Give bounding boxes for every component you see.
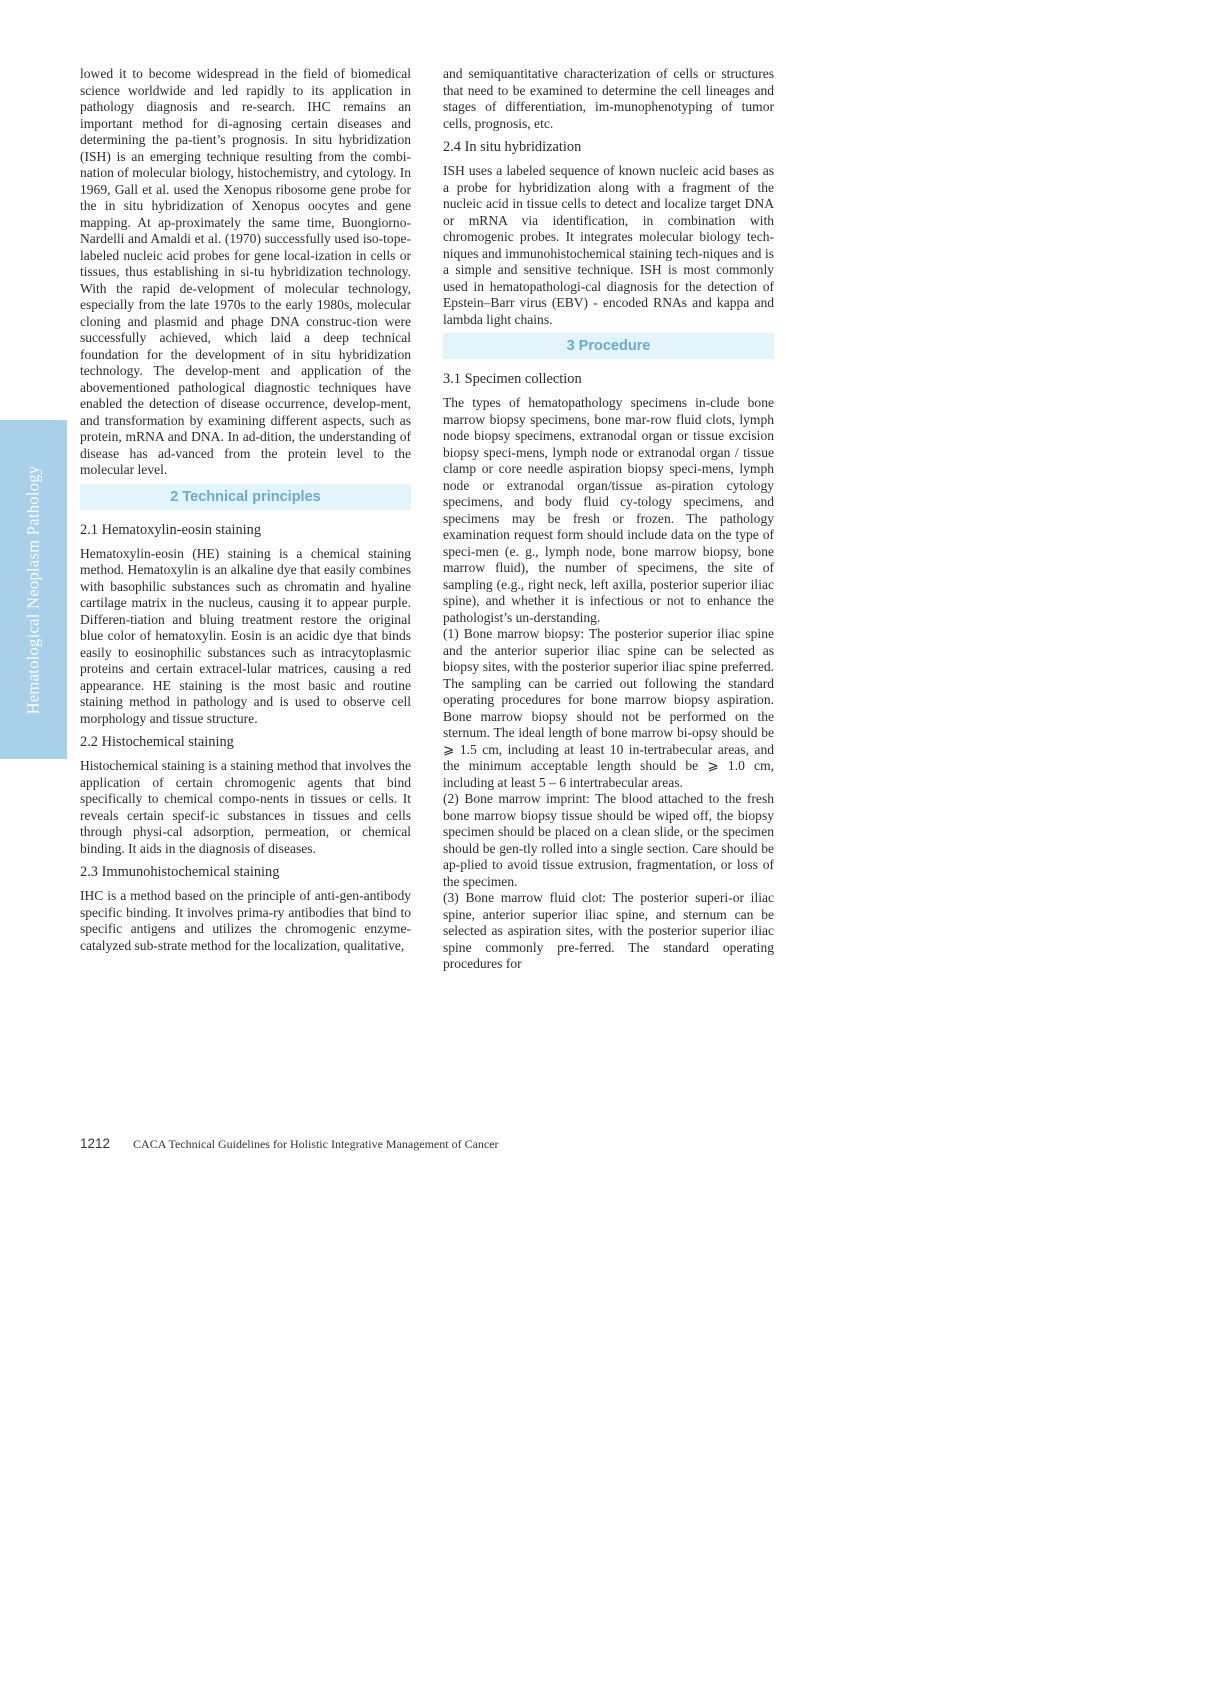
subheading-2-1: 2.1 Hematoxylin-eosin staining <box>80 521 262 538</box>
subheading-2-2: 2.2 Histochemical staining <box>80 734 234 750</box>
journal-title: CACA Technical Guidelines for Holistic Integrative Management of Cancer <box>133 1137 499 1151</box>
page-number: 1212 <box>80 1136 111 1151</box>
paragraph-bone-marrow-clot: (3) Bone marrow fluid clot: The posterior superi-or iliac spine, anterior superior iliac spine, and sternum can be selected as aspiration sites, with the posterior superior iliac spine commonly pre-ferred. The standard operating procedures for <box>443 890 774 971</box>
subheading-3-1: 3.1 Specimen collection <box>443 371 582 387</box>
paragraph-ish: ISH uses a labeled sequence of known nucleic acid bases as a probe for hybridization along with a fragment of the nucleic acid in tissue cells to detect and localize target DNA or mRNA via identification, in combination with chromogenic probes. It integrates molecular biology tech-niques and immunohistochemical staining tech-niques and is a simple and sensitive technique. ISH is most commonly used in hematopathologi-cal diagnosis for the detection of Epstein–Barr virus (EBV) - encoded RNAs and kappa and lambda light chains. <box>443 163 774 327</box>
side-tab <box>0 420 67 759</box>
right-column <box>443 66 774 973</box>
paragraph-he-staining: Hematoxylin-eosin (HE) staining is a chemical staining method. Hematoxylin is an alkaline dye that easily combines with basophilic substances such as chromatin and hyaline cartilage matrix in the nucleus, causing it to appear purple. Differen-tiation and bluing treatment restore the original blue color of hematoxylin. Eosin is an acidic dye that binds easily to eosinophilic substances such as intracytoplasmic proteins and certain extracel-lular matrices, causing a red appearance. HE staining is the most basic and routine staining method in pathology and is used to observe cell morphology and tissue structure. <box>80 545 411 726</box>
paragraph-histochemical: Histochemical staining is a staining method that involves the application of certain chromogenic agents that bind specifically to chemical compo-nents in tissues or cells. It reveals certain specif-ic substances in tissues and cells through physi-cal adsorption, permeation, or chemical binding. It aids in the diagnosis of diseases. <box>80 758 411 856</box>
paragraph-intro: lowed it to become widespread in the field of biomedical science worldwide and led rapidly to its application in pathology diagnosis and re-search. IHC remains an important method for di-agnosing certain diseases and determining the pa-tient’s prognosis. In situ hybridization (ISH) is an emerging technique resulting from the combi-nation of molecular biology, histochemistry, and cytology. In 1969, Gall et al. used the Xenopus ribosome gene probe for the in situ hybridization of Xenopus oocytes and gene mapping. At ap-proximately the same time, Buongiorno-Nardelli and Amaldi et al. (1970) successfully used iso-tope-labeled nucleic acid probes for gene local-ization in cells or tissues, thus establishing in si-tu hybridization technology. With the rapid de-velopment of molecular technology, especially from the late 1970s to the early 1980s, molecular cloning and plasmid and phage DNA construc-tion were successfully achieved, which laid a deep technical foundation for the development of in situ hybridization technology. The develop-ment and application of the abovementioned pathological diagnostic techniques have enabled the detection of disease occurrence, develop-ment, and transformation by examining different aspects, such as protein, mRNA and DNA. In ad-dition, the understanding of disease has ad-vanced from the protein level to the molecular level. <box>80 66 411 477</box>
paragraph-specimen-collection: The types of hematopathology specimens in-clude bone marrow biopsy specimens, bone mar-row fluid clots, lymph node biopsy specimens, extranodal organ or tissue excision biopsy speci-mens, lymph node or extranodal organ / tissue clamp or core needle aspiration biopsy speci-mens, lymph node or extranodal organ/tissue as-piration cytology specimens, and body fluid cy-tology specimens, and specimens may be fresh or frozen. The pathology examination request form should include data on the type of speci-men (e. g., lymph node, bone marrow biopsy, bone marrow fluid), the number of specimens, the site of sampling (e.g., right neck, left axilla, posterior superior iliac spine), and whether it is infectious or not to enhance the pathologist’s un-derstanding. <box>443 395 774 625</box>
subheading-2-3: 2.3 Immunohistochemical staining <box>80 864 280 880</box>
side-tab-label: Hematological Neoplasm Pathology <box>23 465 43 714</box>
left-column <box>80 66 411 954</box>
paragraph-ihc-continued: and semiquantitative characterization of cells or structures that need to be examined to determine the cell lineages and stages of differentiation, im-munophenotyping of tumor cells, prognosis, etc. <box>443 66 774 131</box>
paragraph-bone-marrow-biopsy: (1) Bone marrow biopsy: The posterior superior iliac spine and the anterior superior iliac spine can be selected as biopsy sites, with the posterior superior iliac spine preferred. The sampling can be carried out following the standard operating procedures for bone marrow biopsy aspiration. Bone marrow biopsy should not be performed on the sternum. The ideal length of bone marrow bi-opsy should be ⩾ 1.5 cm, including at least 10 in-tertrabecular areas, and the minimum acceptable length should be ⩾ 1.0 cm, including at least 5 – 6 intertrabecular areas. <box>443 626 774 790</box>
section-heading-technical-principles: 2 Technical principles <box>80 484 411 510</box>
paragraph-bone-marrow-imprint: (2) Bone marrow imprint: The blood attached to the fresh bone marrow biopsy tissue should be wiped off, the biopsy specimen should be placed on a clean slide, or the specimen should be gen-tly rolled into a single section. Care should be ap-plied to avoid tissue extrusion, fragmentation, or loss of the specimen. <box>443 791 774 889</box>
paragraph-ihc: IHC is a method based on the principle of anti-gen-antibody specific binding. It involves prima-ry antibodies that bind to specific antigens and utilizes the chromogenic enzyme-catalyzed sub-strate method for the localization, qualitative, <box>80 888 411 953</box>
page-footer <box>80 1136 499 1152</box>
section-heading-procedure: 3 Procedure <box>443 333 774 359</box>
subheading-2-4: 2.4 In situ hybridization <box>443 139 582 155</box>
